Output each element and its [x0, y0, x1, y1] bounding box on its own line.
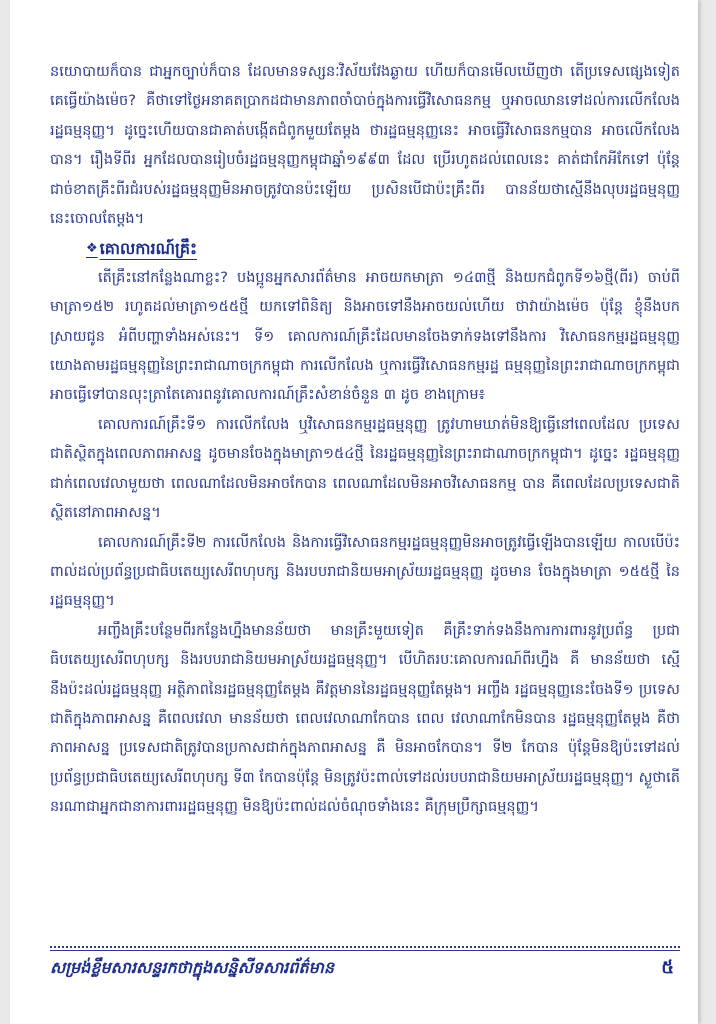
diamond-bullet-icon: ❖ — [86, 241, 98, 257]
paragraph-summary: អញ្ចឹងគ្រឹះបន្ថែមពីរកន្លែងហ្នឹងមានន័យថា មានគ្រឹះមួយទៀត គឺគ្រឹះទាក់ទងនឹងការការពារនូវប្រព័ន្ធ ប្រជាធិបតេយ្យសេរីពហុបក្ស និងរបបរាជានិយមអាស្រ័យរដ្ឋធម្មនុញ្ញ។ បើហិតរបៈគោលការណ៍ពីរហ្នឹង គឺ មានន័យថា ស្មើនឹងប៉ះដល់រដ្ឋធម្មនុញ្ញ អត្ថិភាពនៃរដ្ឋធម្មនុញ្ញតែម្តង គឺវត្តមាននៃរដ្ឋធម្មនុញ្ញតែម្តង។ អញ្ចឹង រដ្ឋធម្មនុញ្ញនេះចែងទី១ ប្រទេសជាតិក្នុងភាពអាសន្ន គឺពេលវេលា មានន័យថា ពេលវេលាណាកែបាន ពេល វេលាណាកែមិនបាន រដ្ឋធម្មនុញ្ញតែម្តង គឺថាភាពអាសន្ន ប្រទេសជាតិត្រូវបានប្រកាសជាក់ក្នុងភាពអាសន្ន គឺ មិនអាចកែបាន។ ទី២ កែបាន ប៉ុន្តែមិនឱ្យប៉ះទៅដល់ប្រព័ន្ធប្រជាធិបតេយ្យសេរីពហុបក្ស ទី៣ កែបានប៉ុន្តែ មិនត្រូវប៉ះពាល់ទៅដល់របបរាជានិយមអាស្រ័យរដ្ឋធម្មនុញ្ញ។ ស្ងួថាតើនរណាជាអ្នកជានាការពាររដ្ឋធម្មនុញ្ញ មិនឱ្យប៉ះពាល់ដល់ចំណុចទាំងនេះ គឺក្រុមប្រឹក្សាធម្មនុញ្ញ។ — [50, 622, 680, 816]
paragraph-principle-2: គោលការណ៍គ្រឹះទី២ ការលើកលែង និងការធ្វើវិសោធនកម្មរដ្ឋធម្មនុញ្ញមិនអាចត្រូវធ្វើឡើងបានឡើយ កាលបើប៉ះពាល់ដល់ប្រព័ន្ធប្រជាធិបតេយ្យសេរីពហុបក្ស និងរបបរាជានិយមអាស្រ័យរដ្ឋធម្មនុញ្ញ ដូចមាន ចែងក្នុងមាត្រា ១៥៥ថ្មី នៃរដ្ឋធម្មនុញ្ញ។ — [50, 534, 680, 610]
footer-divider-solid — [50, 950, 680, 951]
page-body — [50, 58, 680, 823]
footer-title: សម្រង់ខ្លឹមសារសន្ទរកថាក្នុងសន្និសីទសារព័ត៌មាន — [50, 958, 335, 977]
paragraph-principle-1: គោលការណ៍គ្រឹះទី១ ការលើកលែង ឬវិសោធនកម្មរដ្ឋធម្មនុញ្ញ ត្រូវហាមឃាត់មិនឱ្យធ្វើនៅពេលដែល ប្រទេសជាតិស្ថិតក្នុងពេលភាពអាសន្ន ដូចមានចែងក្នុងមាត្រា១៥៤ថ្មី នៃរដ្ឋធម្មនុញ្ញនៃព្រះរាជាណាចក្រកម្ពុជា។ ដូច្នេះ រដ្ឋធម្មនុញ្ញជាក់ពេលវេលាមួយថា ពេលណាដែលមិនអាចកែបាន ពេលណាដែលមិនអាចវិសោធនកម្ម បាន គឺពេលដែលប្រទេសជាតិស្ថិតនៅភាពអាសន្ន។ — [50, 416, 680, 522]
paragraph-foundations: តើគ្រឹះនៅកន្លែងណាខ្លះ? បងប្អូនអ្នកសារព័ត៌មាន អាចយកមាត្រា ១៤៣ថ្មី និងយកជំពូកទី១៦ថ្មី(ពីរ) ចាប់ពីមាត្រា១៥២ រហូតដល់មាត្រា១៥៥ថ្មី យកទៅពិនិត្យ និងអាចទៅនឹងអាចយល់ហើយ ថាវាយ៉ាងម៉េច ប៉ុន្តែ ខ្ញុំនឹងបកស្រាយជូន អំពីបញ្ហាទាំងអស់នេះ។ ទី១ គោលការណ៍គ្រឹះដែលមានចែងទាក់ទងទៅនឹងការ វិសោធនកម្មរដ្ឋធម្មនុញ្ញ យោងតាមរដ្ឋធម្មនុញ្ញនៃព្រះរាជាណាចក្រកម្ពុជា ការលើកលែង ឬការធ្វើវិសោធនកម្មរដ្ឋ ធម្មនុញ្ញនៃព្រះរាជាណាចក្រកម្ពុជា អាចធ្វើទៅបានលុះត្រាតែគោរពនូវគោលការណ៍គ្រឹះសំខាន់ចំនួន ៣ ដូច ខាងក្រោម៖ — [50, 269, 680, 404]
paragraph-intro: នយោបាយក៏បាន ជាអ្នកច្បាប់ក៏បាន ដែលមានទស្សនៈវិស័យវែងឆ្ងាយ ហើយក៏បានមើលឃើញថា តើប្រទេសផ្សេងទៀតគេធ្វើយ៉ាងម៉េច? គឺថាទៅថ្ងៃអនាគតប្រាកដជាមានភាពចាំបាច់ក្នុងការធ្វើវិសោធនកម្ម ឬអាចឈានទៅដល់ការលើកលែងរដ្ឋធម្មនុញ្ញ។ ដូច្នេះហើយបានជាគាត់បង្កើតជំពូកមួយតែម្តង ថារដ្ឋធម្មនុញ្ញនេះ អាចធ្វើវិសោធនកម្មបាន អាចលើកលែងបាន។ រឿងទីពីរ អ្នកដែលបានរៀបចំរដ្ឋធម្មនុញ្ញកម្ពុជាឆ្នាំ១៩៩៣ ដែល ប្រើរហូតដល់ពេលនេះ គាត់ជាកែអីកែទៅ ប៉ុន្តែជាច់ខាតគ្រឹះពីរជំរបស់រដ្ឋធម្មនុញ្ញមិនអាចត្រូវបានប៉ះឡើយ ប្រសិនបើជាប៉ះគ្រឹះពីរ បានន័យថាស្មើនឹងលុបរដ្ឋធម្មនុញ្ញនេះចោលតែម្តង។ — [50, 64, 680, 228]
section-heading-text: គោលការណ៍គ្រឹះ — [99, 239, 197, 259]
document-page — [10, 0, 698, 1024]
footer-divider-dotted — [50, 946, 680, 948]
page-number: ៥ — [661, 957, 674, 978]
section-heading — [50, 234, 680, 263]
